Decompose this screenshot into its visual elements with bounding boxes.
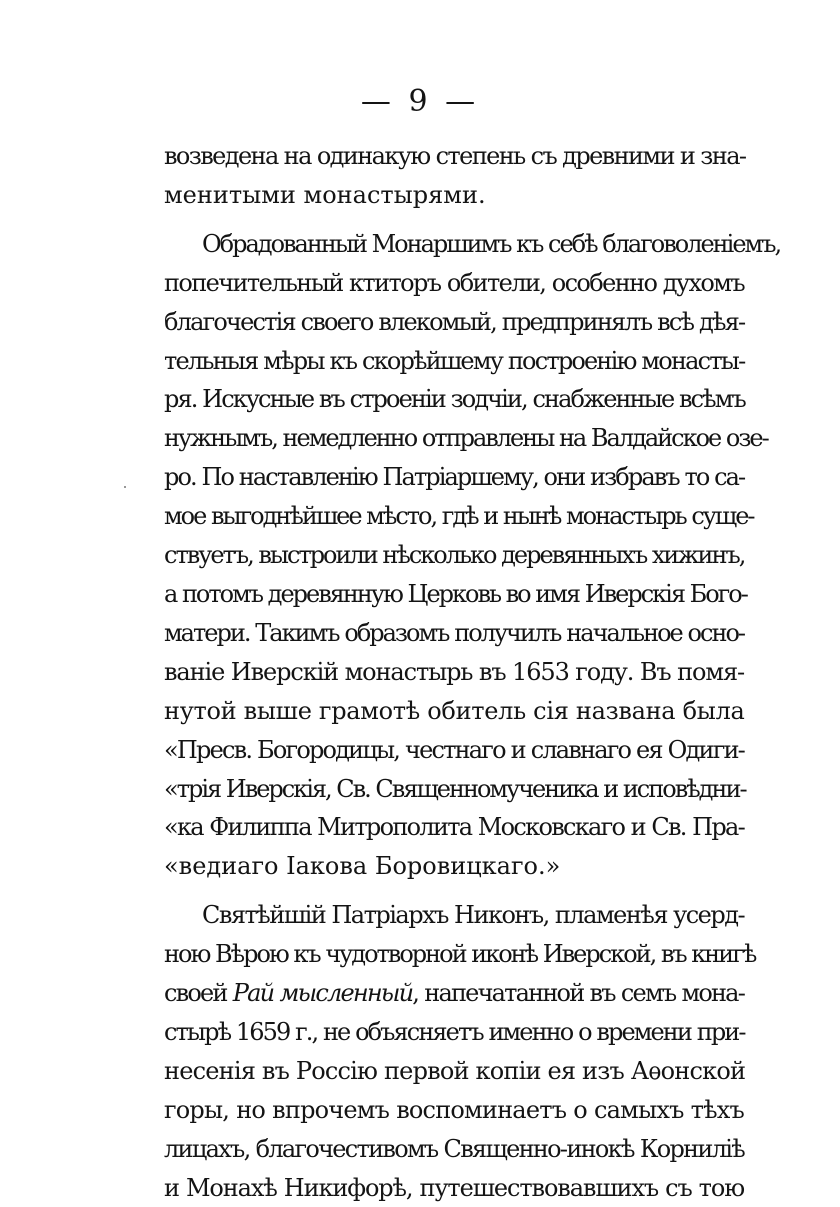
text-line: матери. Такимъ образомъ получилъ начальное осно-	[164, 618, 744, 647]
text-line: благочестія своего влекомый, предпринялъ всѣ дѣя-	[164, 307, 745, 336]
text-line: несенія въ Россію первой копіи ея изъ Аѳонской	[164, 1056, 746, 1085]
text-line: возведена на одинакую степень съ древними и зна-	[164, 142, 746, 170]
ink-speck	[124, 486, 126, 488]
text-line: ря. Искусные въ строеніи зодчіи, снабженные всѣмъ	[164, 385, 745, 414]
text-line: «ка Филиппа Митрополита Московскаго и Св. Пра-	[164, 813, 744, 842]
text-line: Обрадованный Монаршимъ къ себѣ благоволеніемъ,	[202, 229, 781, 258]
text-fragment: своей	[164, 979, 227, 1008]
paragraph-1	[164, 137, 744, 215]
text-line: нутой выше грамотѣ обитель сія названа была	[164, 696, 745, 725]
text-line: ствуетъ, выстроили нѣсколько деревянныхъ хижинъ,	[164, 541, 745, 570]
text-line: ваніе Иверскій монастырь въ 1653 году. Въ помя-	[164, 657, 744, 686]
text-line: горы, но впрочемъ воспоминаетъ о самыхъ тѣхъ	[164, 1095, 744, 1124]
paragraph-3	[164, 896, 756, 1207]
text-fragment: , напечатанной въ семъ мона-	[412, 979, 744, 1008]
text-line: ною Вѣрою къ чудотворной иконѣ Иверской, въ книгѣ	[164, 940, 756, 969]
text-line: ро. По наставленію Патріаршему, они избравъ то са-	[164, 463, 745, 492]
paragraph-2	[164, 225, 781, 886]
text-line: мое выгоднѣйшее мѣсто, гдѣ и нынѣ монастырь суще-	[164, 502, 754, 531]
text-line: а потомъ деревянную Церковь во имя Иверскія Бого-	[164, 579, 747, 608]
page-number: — 9 —	[360, 84, 480, 119]
text-line: стырѣ 1659 г., не объясняетъ именно о времени при-	[164, 1017, 745, 1046]
text-line: тельныя мѣры къ скорѣйшему построенію монасты-	[164, 346, 745, 375]
text-line: нужнымъ, немедленно отправлены на Валдайское озе-	[164, 424, 768, 453]
text-line: «ведиаго Іакова Боровицкаго.»	[164, 852, 561, 881]
text-line: лицахъ, благочестивомъ Священно-инокѣ Корнилiѣ	[164, 1134, 744, 1163]
text-line	[164, 974, 744, 1013]
text-line: менитыми монастырями.	[164, 180, 486, 209]
body-text	[164, 137, 781, 1207]
text-line: Святѣйшій Патріархъ Никонъ, пламенѣя усерд-	[202, 901, 745, 930]
text-line: попечительный ктиторъ обители, особенно духомъ	[164, 268, 744, 297]
book-title: Рай мысленный	[232, 979, 413, 1008]
text-line: «трія Иверскія, Св. Священномученика и исповѣдни-	[164, 774, 746, 803]
text-line: и Монахѣ Никифорѣ, путешествовавшихъ съ тою	[164, 1173, 744, 1202]
text-line: «Пресв. Богородицы, честнаго и славнаго ея Одиги-	[164, 735, 744, 764]
